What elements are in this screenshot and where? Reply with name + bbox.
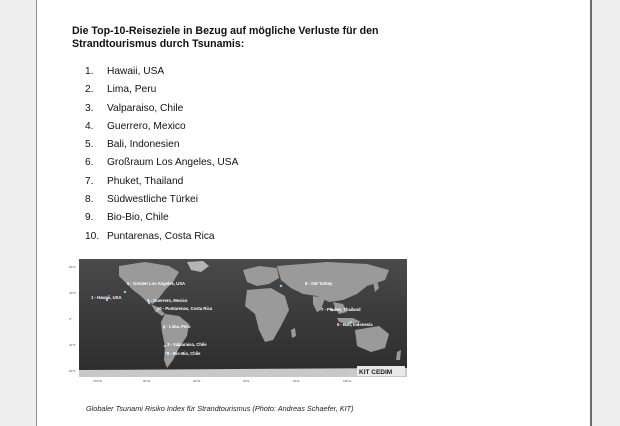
kit-cedim-logo: KIT CEDIM: [359, 369, 393, 376]
map-label: 3 - Valparaiso, Chile: [167, 342, 207, 347]
figure-caption: Globaler Tsunami Risiko Index für Strandtourismus (Photo: Andreas Schaefer, KIT): [86, 404, 354, 413]
map-label: 6 - Greater Los Angeles, USA: [127, 281, 186, 286]
map-label: 4 - Guerrero, Mexico: [147, 298, 188, 303]
list-item: [85, 212, 238, 230]
world-map-graphic: [67, 256, 412, 384]
svg-text:90°E: 90°E: [293, 379, 300, 383]
svg-text:90°W: 90°W: [143, 379, 151, 383]
item-label: Puntarenas, Costa Rica: [107, 230, 215, 242]
svg-text:150°E: 150°E: [343, 379, 352, 383]
map-label: 2 - Lima, Peru: [163, 324, 191, 329]
item-number: 7.: [85, 175, 94, 187]
item-label: Phuket, Thailand: [107, 175, 184, 187]
item-label: Valparaiso, Chile: [107, 102, 184, 114]
item-label: Lima, Peru: [107, 84, 157, 96]
document-page: [37, 0, 590, 426]
item-number: 9.: [85, 212, 94, 224]
list-item: [85, 84, 238, 102]
item-label: Bali, Indonesien: [107, 139, 180, 151]
list-item: [85, 139, 238, 157]
list-item: [85, 176, 238, 194]
svg-text:150°W: 150°W: [93, 379, 103, 383]
map-label: 8 - SW Turkey: [305, 281, 333, 286]
item-number: 1.: [85, 66, 94, 77]
map-label: 9 - Bio-Bio, Chile: [167, 351, 201, 356]
page-right-edge: [590, 0, 592, 426]
destination-list: [85, 66, 238, 249]
svg-text:40°S: 40°S: [69, 343, 76, 347]
map-label: 7 - Phuket, Thailand: [321, 307, 361, 312]
item-number: 2.: [85, 84, 94, 96]
item-label: Bio-Bio, Chile: [107, 212, 169, 224]
tsunami-risk-map: [67, 256, 412, 384]
list-item: [85, 157, 238, 175]
svg-text:30°E: 30°E: [243, 379, 250, 383]
map-label: 1 - Hawaii, USA: [91, 295, 122, 300]
map-label: 5 - Bali, Indonesia: [337, 322, 373, 327]
svg-text:30°W: 30°W: [193, 379, 201, 383]
item-label: Hawaii, USA: [107, 66, 165, 77]
item-number: 5.: [85, 139, 94, 151]
item-number: 6.: [85, 157, 94, 169]
map-label: 10 - Puntarenas, Costa Rica: [157, 306, 213, 311]
item-number: 10.: [85, 230, 100, 242]
item-label: Großraum Los Angeles, USA: [107, 157, 239, 169]
list-item: [85, 66, 238, 84]
svg-text:0°: 0°: [69, 317, 72, 321]
item-number: 4.: [85, 120, 94, 132]
item-number: 8.: [85, 194, 94, 206]
item-label: Guerrero, Mexico: [107, 120, 186, 132]
svg-text:40°N: 40°N: [69, 291, 76, 295]
svg-text:80°N: 80°N: [69, 265, 76, 269]
page-heading: Die Top-10-Reiseziele in Bezug auf mögliche Verluste für den Strandtourismus durch Tsunamis:: [72, 25, 379, 50]
list-item: [85, 231, 238, 249]
item-number: 3.: [85, 102, 94, 114]
list-item: [85, 121, 238, 139]
svg-text:80°S: 80°S: [69, 369, 76, 373]
list-item: [85, 103, 238, 121]
list-item: [85, 194, 238, 212]
item-label: Südwestliche Türkei: [107, 194, 198, 206]
